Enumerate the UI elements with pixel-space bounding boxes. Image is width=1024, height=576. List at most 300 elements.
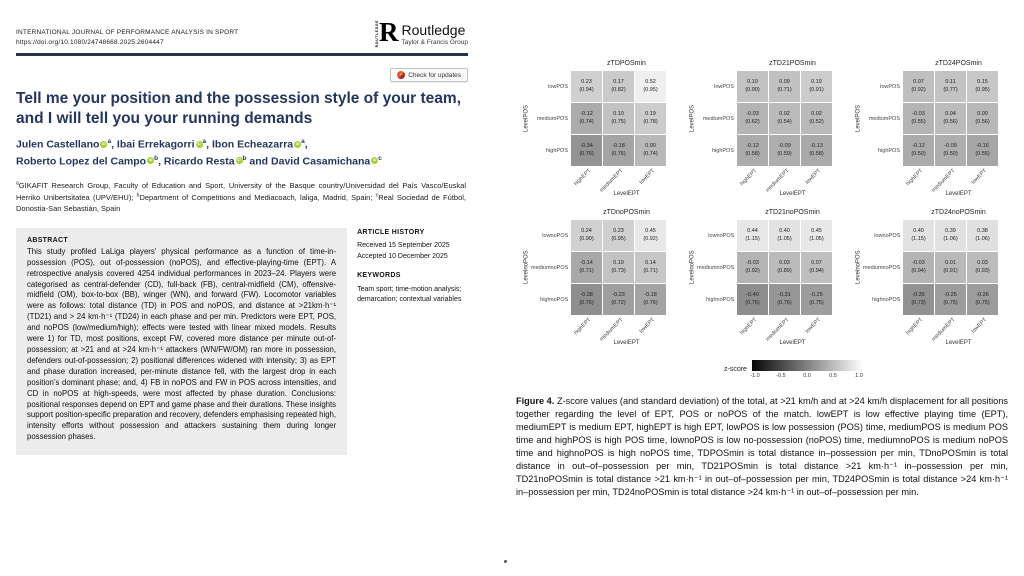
routledge-logo-icon bbox=[375, 17, 399, 48]
heatmap-body bbox=[688, 71, 848, 166]
cell-sd: (0.76) bbox=[579, 150, 594, 157]
heatmap-title: zTDnoPOSmin bbox=[603, 209, 650, 216]
colorbar-wrap bbox=[752, 360, 867, 379]
x-tick-label: mediumEPT bbox=[930, 317, 957, 343]
author-affiliation-mark: a bbox=[202, 138, 207, 146]
x-tick-label: mediumEPT bbox=[598, 317, 625, 343]
author-affiliation-mark: a bbox=[301, 138, 305, 146]
heatmap-body bbox=[522, 71, 682, 166]
y-tick-label: lowPOS bbox=[880, 83, 900, 90]
author-affiliation-mark: c bbox=[378, 154, 382, 162]
cell-value: -0.18 bbox=[612, 143, 625, 150]
cell-sd: (1.06) bbox=[943, 235, 958, 242]
cell-value: -0.23 bbox=[612, 292, 625, 299]
cell-value: -0.09 bbox=[944, 143, 957, 150]
figure-caption bbox=[516, 395, 1008, 500]
heatmap-body bbox=[854, 220, 1014, 315]
x-axis-title: LevelEPT bbox=[613, 191, 640, 197]
y-tick-label: mediumPOS bbox=[702, 115, 734, 122]
cell-sd: (0.62) bbox=[745, 118, 760, 125]
cell-value: 0.10 bbox=[613, 111, 624, 118]
author-name: David Casamichana bbox=[271, 155, 371, 168]
y-tick-label: lownoPOS bbox=[708, 232, 735, 239]
heatmap-cell bbox=[635, 103, 666, 134]
cell-sd: (0.92) bbox=[911, 86, 926, 93]
colorbar-tick-label: 0.0 bbox=[803, 373, 811, 379]
cell-value: -0.35 bbox=[912, 292, 925, 299]
x-tick-label: highEPT bbox=[739, 168, 759, 188]
orcid-icon[interactable]: iD bbox=[373, 157, 377, 162]
heatmap-cell bbox=[635, 284, 666, 315]
x-tick-label: highEPT bbox=[905, 168, 925, 188]
orcid-icon[interactable]: iD bbox=[237, 157, 241, 162]
cell-sd: (0.82) bbox=[611, 86, 626, 93]
affiliations: $^a$GIKAFIT Research Group, Faculty of Education and Sport, University of the Basque country/Universidad del País Vasco/Euskal Herriko Unibertsitatea (UPV/EHU); $^b$Department of Competitions and Mediacoach, laliga, Madrid, Spain; $^c$Real Sociedad de Fútbol, Donostia-San Sebastián, Spain bbox=[16, 180, 466, 214]
cell-sd: (0.74) bbox=[643, 150, 658, 157]
article-meta bbox=[357, 228, 468, 455]
heatmap-cell bbox=[769, 284, 800, 315]
x-tick bbox=[764, 166, 800, 194]
cell-sd: (0.74) bbox=[579, 118, 594, 125]
x-tick bbox=[903, 166, 934, 190]
cell-value: -0.12 bbox=[912, 143, 925, 150]
heatmap-cell bbox=[571, 71, 602, 102]
heatmap-cell bbox=[903, 220, 934, 251]
x-axis-title: LevelEPT bbox=[613, 340, 640, 346]
abstract-section bbox=[16, 228, 468, 455]
article-title: Tell me your position and the possession style of your team, and I will tell you your running demands bbox=[16, 89, 461, 127]
cell-sd: (0.91) bbox=[809, 86, 824, 93]
cell-value: -0.40 bbox=[746, 292, 759, 299]
colorbar-legend bbox=[724, 360, 1014, 379]
author-name: Ricardo Resta bbox=[163, 155, 235, 168]
heatmap-panel bbox=[688, 60, 848, 197]
y-tick-label: lownoPOS bbox=[542, 232, 569, 239]
orcid-icon[interactable]: iD bbox=[197, 141, 201, 146]
cell-value: -0.25 bbox=[810, 292, 823, 299]
cell-value: -0.38 bbox=[580, 292, 593, 299]
cell-value: 0.01 bbox=[945, 260, 956, 267]
heatmap-title: zTD24noPOSmin bbox=[931, 209, 986, 216]
heatmap-cell bbox=[571, 220, 602, 251]
cell-value: 0.02 bbox=[779, 111, 790, 118]
cell-sd: (1.15) bbox=[911, 235, 926, 242]
cell-sd: (0.76) bbox=[579, 299, 594, 306]
x-tick-label: lowEPT bbox=[804, 168, 823, 186]
heatmap-cell bbox=[935, 103, 966, 134]
x-tick-label: highEPT bbox=[739, 317, 759, 337]
cell-sd: (0.59) bbox=[777, 150, 792, 157]
cell-value: 0.03 bbox=[779, 260, 790, 267]
x-tick bbox=[571, 166, 602, 190]
cell-value: 0.45 bbox=[645, 228, 656, 235]
heatmap-body bbox=[688, 220, 848, 315]
x-tick bbox=[801, 315, 832, 339]
heatmap-grid bbox=[516, 60, 1014, 346]
x-tick-label: lowEPT bbox=[970, 317, 989, 335]
cell-sd: (0.90) bbox=[745, 86, 760, 93]
x-tick-label: lowEPT bbox=[804, 317, 823, 335]
cell-value: -0.12 bbox=[746, 143, 759, 150]
colorbar-gradient bbox=[752, 360, 862, 371]
cell-sd: (1.05) bbox=[809, 235, 824, 242]
cell-sd: (0.75) bbox=[809, 299, 824, 306]
cell-value: 0.52 bbox=[645, 79, 656, 86]
heatmap-cells bbox=[571, 220, 666, 315]
abstract-heading: ABSTRACT bbox=[27, 236, 68, 244]
x-tick-label: mediumEPT bbox=[764, 168, 791, 194]
journal-header bbox=[16, 17, 468, 49]
y-axis-title: LevelPOS bbox=[523, 105, 530, 133]
heatmap-cell bbox=[967, 284, 998, 315]
figure-caption-text: Z-score values (and standard deviation) of the total, at >21 km/h and at >24 km/h displacement for all positions together regarding the level of EPT, POS or noPOS of the match. lowEPT is low effective playing time (EPT), mediumEPT is medium EPT, highEPT is high EPT, lowPOS is low possession (POS) time, mediumPOS is medium POS time and highPOS is high POS time, lownoPOS is low no-possession (noPOS) time, mediumnoPOS is medium noPOS time and highnoPOS is high noPOS time, TDPOSmin is total distance in–possession per min, TDnoPOSmin is total distance in out–of–possession per min, TD21POSmin is total distance >21 km·h⁻¹ in–possession per min, TD21noPOSmin is total distance >21 km·h⁻¹ in out–of–possession per min, TD24POSmin is total distance >24 km·h⁻¹ in–possession per min, TD24noPOSmin is total distance >24 km·h⁻¹ in out–of–possession per min. bbox=[516, 396, 1008, 498]
heatmap-body bbox=[854, 71, 1014, 166]
cell-sd: (0.52) bbox=[809, 118, 824, 125]
cell-sd: (0.92) bbox=[745, 267, 760, 274]
y-tick-labels bbox=[697, 71, 737, 166]
heatmap-cell bbox=[737, 135, 768, 166]
y-tick-label: highnoPOS bbox=[872, 296, 901, 303]
heatmap-cell bbox=[635, 135, 666, 166]
heatmap-cell bbox=[903, 284, 934, 315]
author-name: Julen Castellano bbox=[16, 138, 100, 151]
cell-sd: (0.71) bbox=[579, 267, 594, 274]
cell-sd: (0.75) bbox=[943, 299, 958, 306]
cell-sd: (0.77) bbox=[943, 86, 958, 93]
heatmap-cell bbox=[903, 103, 934, 134]
heatmap-cell bbox=[801, 252, 832, 283]
y-tick-label: highnoPOS bbox=[540, 296, 569, 303]
author-list: Julen Castellano iD $^a$, Ibai Errekagorri iD $^a$, Ibon Echeazarra iD $^a$, Roberto Lopez del Campo iD $^b$, Ricardo Resta iD $^b$ and David Casamichana iD $^c$ bbox=[16, 138, 382, 168]
cell-sd: (0.58) bbox=[809, 150, 824, 157]
cell-sd: (0.73) bbox=[611, 267, 626, 274]
heatmap-cell bbox=[903, 71, 934, 102]
heatmap-cells bbox=[903, 71, 998, 166]
cell-value: 0.10 bbox=[747, 79, 758, 86]
heatmap-body bbox=[522, 220, 682, 315]
page-marker-dot bbox=[504, 560, 507, 563]
x-tick bbox=[737, 166, 768, 190]
cell-value: 0.03 bbox=[977, 260, 988, 267]
heatmap-cells bbox=[903, 220, 998, 315]
cell-value: 0.17 bbox=[613, 79, 624, 86]
cell-value: 0.07 bbox=[913, 79, 924, 86]
heatmap-cell bbox=[737, 220, 768, 251]
journal-info bbox=[16, 20, 238, 49]
cell-value: 0.11 bbox=[945, 79, 956, 86]
cell-value: 0.45 bbox=[811, 228, 822, 235]
cell-value: 0.07 bbox=[811, 260, 822, 267]
publisher-group: Taylor & Francis Group bbox=[401, 39, 468, 46]
cell-value: -0.03 bbox=[912, 260, 925, 267]
x-axis-title: LevelEPT bbox=[945, 191, 972, 197]
heatmap-cells bbox=[737, 71, 832, 166]
cell-value: 0.04 bbox=[945, 111, 956, 118]
author-affiliation-mark: b bbox=[154, 154, 159, 162]
heatmap-cell bbox=[635, 252, 666, 283]
heatmap-cell bbox=[603, 71, 634, 102]
heatmap-cell bbox=[769, 252, 800, 283]
heatmap-cell bbox=[571, 103, 602, 134]
cell-sd: (0.94) bbox=[579, 86, 594, 93]
y-tick-labels bbox=[863, 71, 903, 166]
y-axis-title: LevelnoPOS bbox=[523, 250, 530, 285]
affiliation-mark: b bbox=[136, 192, 140, 199]
x-tick bbox=[598, 166, 634, 194]
x-tick bbox=[598, 315, 634, 343]
cell-sd: (0.58) bbox=[745, 150, 760, 157]
article-history-heading: ARTICLE HISTORY bbox=[357, 228, 425, 236]
heatmap-panel bbox=[522, 60, 682, 197]
y-axis-title: LevelnoPOS bbox=[689, 250, 696, 285]
heatmap-cell bbox=[935, 252, 966, 283]
cell-value: 0.10 bbox=[613, 260, 624, 267]
x-tick-label: mediumEPT bbox=[598, 168, 625, 194]
y-tick-labels bbox=[531, 71, 571, 166]
cell-value: -0.18 bbox=[644, 292, 657, 299]
check-for-updates-label: Check for updates bbox=[408, 71, 461, 79]
orcid-icon[interactable]: iD bbox=[295, 141, 300, 146]
cell-value: -0.31 bbox=[778, 292, 791, 299]
x-tick bbox=[801, 166, 832, 190]
x-tick bbox=[737, 315, 768, 339]
x-tick-label: lowEPT bbox=[970, 168, 989, 186]
heatmap-cell bbox=[967, 252, 998, 283]
cell-sd: (0.94) bbox=[809, 267, 824, 274]
heatmap-cell bbox=[603, 135, 634, 166]
cell-value: -0.03 bbox=[746, 260, 759, 267]
x-tick bbox=[967, 166, 998, 190]
cell-sd: (1.15) bbox=[745, 235, 760, 242]
cell-value: 0.19 bbox=[811, 79, 822, 86]
y-tick-labels bbox=[531, 220, 571, 315]
y-tick-label: lownoPOS bbox=[874, 232, 901, 239]
heatmap-cell bbox=[737, 284, 768, 315]
cell-value: -0.13 bbox=[810, 143, 823, 150]
cell-value: 0.39 bbox=[945, 228, 956, 235]
heatmap-cell bbox=[903, 252, 934, 283]
heatmap-cell bbox=[801, 220, 832, 251]
cell-sd: (1.06) bbox=[975, 235, 990, 242]
cell-sd: (0.76) bbox=[611, 150, 626, 157]
heatmap-cell bbox=[737, 71, 768, 102]
updates-row bbox=[16, 63, 468, 79]
y-tick-label: lowPOS bbox=[714, 83, 734, 90]
cell-sd: (0.76) bbox=[777, 299, 792, 306]
x-tick-label: mediumEPT bbox=[930, 168, 957, 194]
heatmap-cell bbox=[635, 220, 666, 251]
check-for-updates-button[interactable] bbox=[390, 68, 468, 82]
heatmap-cell bbox=[737, 252, 768, 283]
cell-value: 0.24 bbox=[581, 228, 592, 235]
article-history bbox=[357, 228, 468, 263]
y-tick-label: highPOS bbox=[877, 147, 900, 154]
colorbar-tick-label: 1.0 bbox=[855, 373, 863, 379]
heatmap-title: zTD21POSmin bbox=[769, 60, 816, 67]
heatmap-cell bbox=[967, 71, 998, 102]
heatmap-cell bbox=[801, 284, 832, 315]
heatmap-cell bbox=[571, 135, 602, 166]
y-tick-label: highnoPOS bbox=[706, 296, 735, 303]
cell-sd: (0.71) bbox=[777, 86, 792, 93]
cell-value: 0.40 bbox=[913, 228, 924, 235]
y-axis-title: LevelPOS bbox=[689, 105, 696, 133]
y-tick-labels bbox=[863, 220, 903, 315]
heatmap-cell bbox=[571, 284, 602, 315]
cell-value: 0.09 bbox=[779, 79, 790, 86]
header-divider bbox=[16, 53, 468, 56]
cell-sd: (0.50) bbox=[943, 150, 958, 157]
cell-value: 0.38 bbox=[977, 228, 988, 235]
y-axis-title: LevelPOS bbox=[855, 105, 862, 133]
cell-value: -0.26 bbox=[976, 292, 989, 299]
cell-sd: (0.55) bbox=[911, 118, 926, 125]
cell-sd: (0.92) bbox=[643, 235, 658, 242]
heatmap-title: zTDPOSmin bbox=[607, 60, 646, 67]
abstract-text: This study profiled LaLiga players’ physical performance as a function of time-in-possession (POS), out of-possession (noPOS), and effective-playing-time (EPT). A retrospective analysis covered 4254 individual performances in 2023–24. Players were categorised as central-defender (CD), full-back (FB), central-midfield (CM), offensive-midfield (OM), box-to-box (BB), winger (WN), and forward (FW). Locomotor variables were as follows: total distance (TD) in POS and noPOS, and distance at >21km·h⁻¹ (TD21) and > 24 km·h⁻¹ (TD24) in each phase and per min. Predictors were EPT, POS, and noPOS (low/medium/high); effects were tested with linear mixed models. Results were 1) for TD, most positions, except FW, covered more distance per minute out-of-possession; at >21 and at >24 km·h⁻¹ attackers (WN/FW/OM) ran more in possession, defenders out-of-possession; 2) positional differences widened with intensity; 3) as EPT and phase duration increased, per-minute distance fell, with the largest drop in each position’s dominant phase; and, 4) FB in noPOS and FW in POS across intensities, and CD in noPOS at high-speeds, were most affected by phase duration. Conclusions: positional responses depend on EPT and game phase and their durations. These insights support position-specific preparation and recovery, defenders emphasising repeated high, intensity efforts without possession and attackers sustaining them during longer possession phases. bbox=[27, 246, 337, 442]
x-tick bbox=[635, 315, 666, 339]
routledge-mark-letter: R bbox=[379, 17, 399, 47]
x-tick bbox=[930, 166, 966, 194]
author-name: Roberto Lopez del Campo bbox=[16, 155, 147, 168]
author-name: Ibon Echeazarra bbox=[212, 138, 294, 151]
y-tick-label: mediumPOS bbox=[868, 115, 900, 122]
heatmap-title: zTD21noPOSmin bbox=[765, 209, 820, 216]
cell-value: 0.15 bbox=[977, 79, 988, 86]
cell-sd: (0.91) bbox=[943, 267, 958, 274]
heatmap-panel bbox=[854, 60, 1014, 197]
figure-label: Figure 4. bbox=[516, 396, 555, 406]
accepted-date: Accepted 10 December 2025 bbox=[357, 252, 448, 260]
heatmap-panel bbox=[688, 209, 848, 346]
cell-sd: (0.89) bbox=[777, 267, 792, 274]
x-tick-label: highEPT bbox=[573, 168, 593, 188]
figure-column bbox=[516, 38, 1014, 509]
heatmap-cell bbox=[603, 284, 634, 315]
heatmap-panel bbox=[854, 209, 1014, 346]
cell-value: -0.14 bbox=[580, 260, 593, 267]
x-axis-title: LevelEPT bbox=[779, 191, 806, 197]
cell-value: 0.00 bbox=[977, 111, 988, 118]
cell-sd: (0.93) bbox=[975, 267, 990, 274]
heatmap-cell bbox=[603, 252, 634, 283]
colorbar-tick-label: -1.0 bbox=[750, 373, 760, 379]
heatmap-cell bbox=[737, 103, 768, 134]
cell-sd: (0.76) bbox=[643, 299, 658, 306]
y-tick-label: highPOS bbox=[545, 147, 568, 154]
x-tick bbox=[967, 315, 998, 339]
cell-sd: (0.95) bbox=[643, 86, 658, 93]
heatmap-cell bbox=[603, 220, 634, 251]
cell-value: 0.44 bbox=[747, 228, 758, 235]
cell-sd: (0.71) bbox=[643, 267, 658, 274]
keywords-block bbox=[357, 271, 468, 306]
cell-value: -0.12 bbox=[580, 111, 593, 118]
y-tick-label: mediumnoPOS bbox=[531, 264, 569, 271]
cell-value: 0.40 bbox=[779, 228, 790, 235]
received-date: Received 15 September 2025 bbox=[357, 242, 450, 250]
heatmap-cell bbox=[967, 220, 998, 251]
heatmap-cells bbox=[571, 71, 666, 166]
publisher-name: Routledge bbox=[401, 22, 466, 38]
heatmap-cell bbox=[935, 71, 966, 102]
x-tick bbox=[764, 315, 800, 343]
publisher-names bbox=[402, 20, 468, 46]
cell-value: 0.23 bbox=[613, 228, 624, 235]
cell-value: -0.03 bbox=[746, 111, 759, 118]
orcid-icon[interactable]: iD bbox=[148, 157, 153, 162]
affiliation-mark: c bbox=[375, 192, 379, 199]
x-tick-label: highEPT bbox=[573, 317, 593, 337]
cell-sd: (0.95) bbox=[611, 235, 626, 242]
heatmap-cell bbox=[571, 252, 602, 283]
cell-sd: (0.56) bbox=[975, 118, 990, 125]
cell-sd: (0.75) bbox=[611, 118, 626, 125]
cell-sd: (0.94) bbox=[911, 267, 926, 274]
x-tick bbox=[571, 315, 602, 339]
cell-sd: (0.56) bbox=[943, 118, 958, 125]
keywords-text: Team sport; time-motion analysis; demarcation; contextual variables bbox=[357, 285, 462, 304]
affiliation-mark: a bbox=[16, 180, 19, 187]
y-tick-label: mediumPOS bbox=[536, 115, 568, 122]
heatmap-cell bbox=[903, 135, 934, 166]
cell-value: -0.34 bbox=[580, 143, 593, 150]
y-axis-title: LevelnoPOS bbox=[855, 250, 862, 285]
heatmap-cell bbox=[935, 135, 966, 166]
heatmap-panel bbox=[522, 209, 682, 346]
x-axis-title: LevelEPT bbox=[779, 340, 806, 346]
colorbar-tick-label: 0.5 bbox=[829, 373, 837, 379]
x-axis-title: LevelEPT bbox=[945, 340, 972, 346]
heatmap-title: zTD24POSmin bbox=[935, 60, 982, 67]
publisher-logo bbox=[375, 17, 468, 48]
x-tick-label: highEPT bbox=[905, 317, 925, 337]
y-tick-label: lowPOS bbox=[548, 83, 568, 90]
cell-sd: (0.95) bbox=[975, 86, 990, 93]
heatmap-cell bbox=[769, 135, 800, 166]
cell-sd: (0.55) bbox=[975, 150, 990, 157]
heatmap-cell bbox=[769, 103, 800, 134]
heatmap-cell bbox=[603, 103, 634, 134]
cell-value: -0.25 bbox=[944, 292, 957, 299]
cell-sd: (0.50) bbox=[911, 150, 926, 157]
heatmap-cell bbox=[967, 103, 998, 134]
cell-value: 0.23 bbox=[581, 79, 592, 86]
cell-value: 0.14 bbox=[645, 260, 656, 267]
cell-value: 0.19 bbox=[645, 111, 656, 118]
cell-value: -0.09 bbox=[778, 143, 791, 150]
cell-sd: (1.05) bbox=[777, 235, 792, 242]
cell-sd: (0.78) bbox=[643, 118, 658, 125]
orcid-icon[interactable]: iD bbox=[102, 141, 106, 146]
title-page bbox=[16, 17, 468, 455]
doi-link[interactable]: https://doi.org/10.1080/24748668.2025.2604447 bbox=[16, 39, 164, 47]
heatmap-cell bbox=[935, 284, 966, 315]
y-tick-label: highPOS bbox=[711, 147, 734, 154]
y-tick-label: mediumnoPOS bbox=[863, 264, 901, 271]
author-affiliation-mark: b bbox=[242, 154, 247, 162]
heatmap-cell bbox=[769, 71, 800, 102]
heatmap-cell bbox=[935, 220, 966, 251]
heatmap-cell bbox=[801, 103, 832, 134]
cell-value: -0.16 bbox=[976, 143, 989, 150]
author-name: Ibai Errekagorri bbox=[116, 138, 195, 151]
y-tick-labels bbox=[697, 220, 737, 315]
cell-sd: (0.72) bbox=[611, 299, 626, 306]
heatmap-cell bbox=[635, 71, 666, 102]
x-tick-label: mediumEPT bbox=[764, 317, 791, 343]
heatmap-cell bbox=[801, 135, 832, 166]
